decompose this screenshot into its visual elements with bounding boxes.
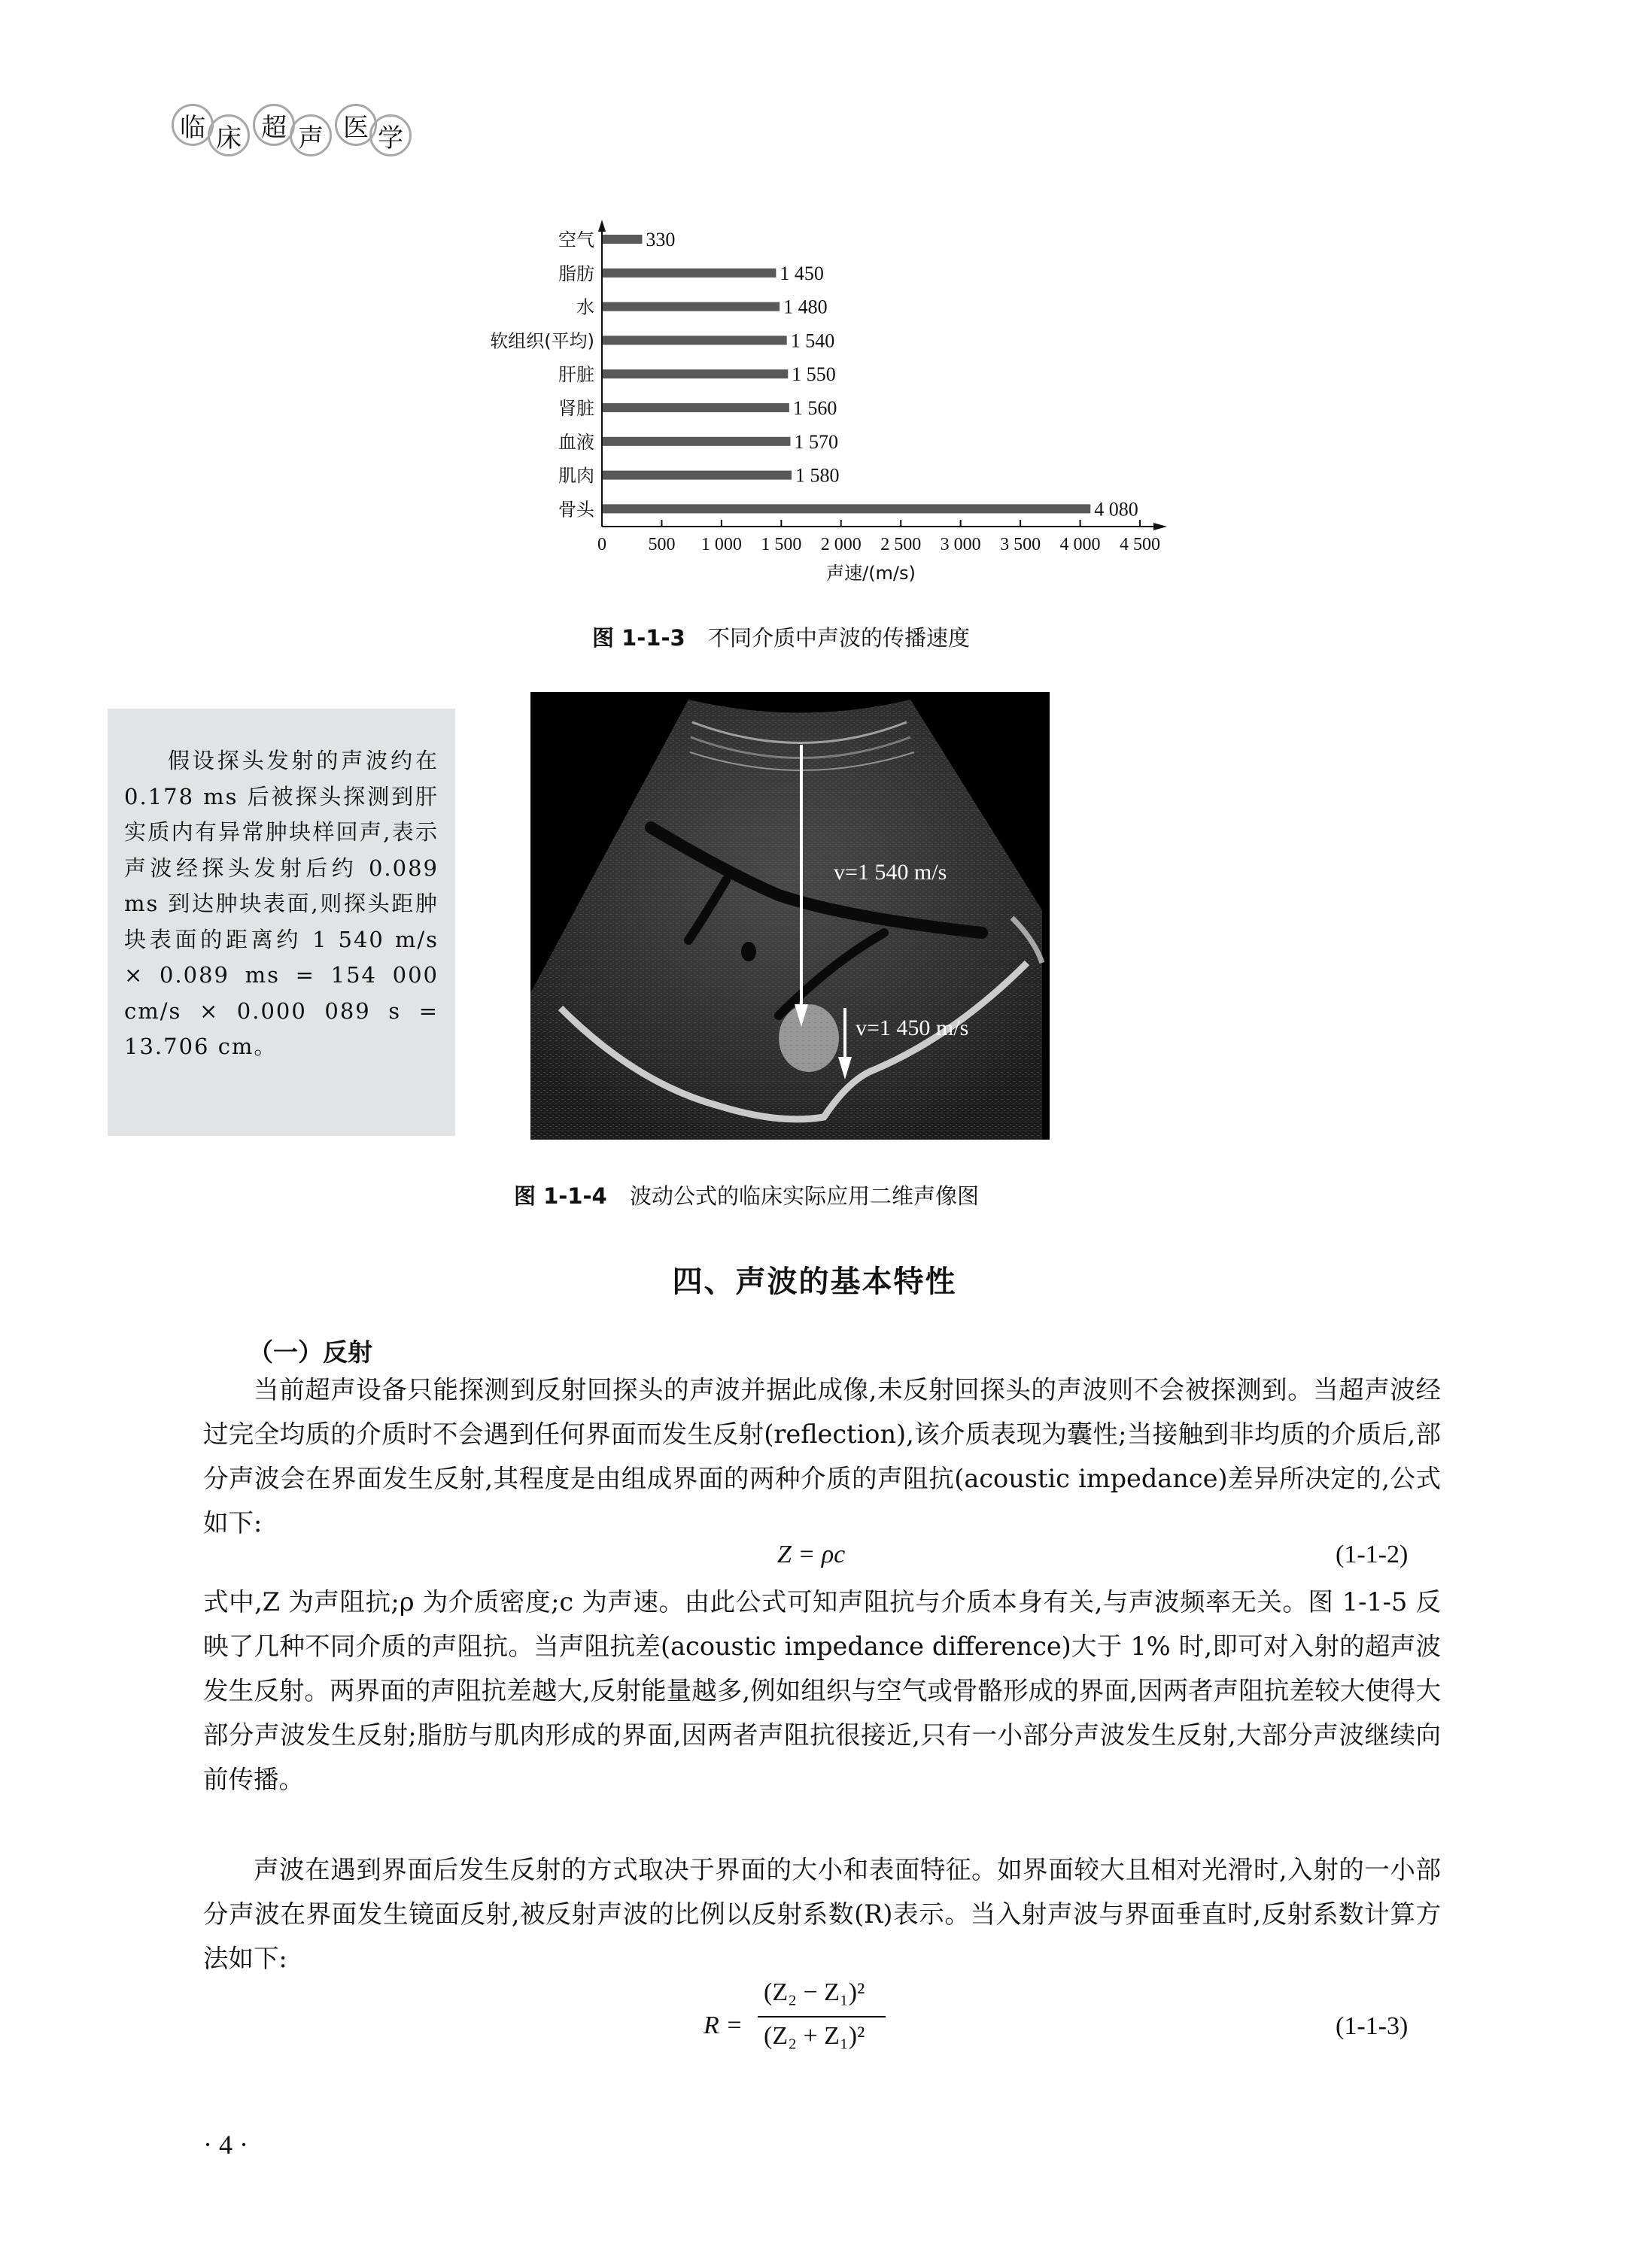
x-tick-label: 500 [648,535,676,554]
x-tick-label: 1 000 [701,535,742,554]
x-tick-label: 1 500 [761,535,802,554]
value-label: 1 450 [780,262,824,284]
category-label: 骨头 [558,499,594,521]
category-label: 血液 [558,431,594,453]
figure-1-1-4-caption [514,1180,979,1210]
logo-char: 超 [253,104,295,146]
bar [603,369,788,378]
figure-1-1-3-caption [592,621,970,652]
paragraph-3 [203,1847,1441,1981]
bar [603,235,642,244]
caption-label: 图 1-1-3 [592,625,685,651]
equation-number: (1-1-2) [1336,1541,1409,1568]
value-label: 330 [646,229,676,250]
value-label: 4 080 [1094,498,1138,521]
equation-number: (1-1-3) [1336,2012,1409,2040]
velocity-label-1450: v=1 450 m/s [856,1016,969,1040]
value-label: 1 580 [795,464,840,487]
page-number: · 4 · [203,2130,248,2160]
paragraph-text: 当前超声设备只能探测到反射回探头的声波并据此成像,未反射回探头的声波则不会被探测到。当超声波经过完全均质的介质时不会遇到任何界面而发生反射(reflection),该介质表现为囊性;当接触到非均质的介质后,部分声波会在界面发生反射,其程度是由组成界面的两种介质的声阻抗(acoustic impedance)差异所决定的,公式如下: [203,1375,1441,1538]
bar [603,269,776,278]
ultrasound-image [530,692,1050,1140]
logo-char: 声 [290,114,332,156]
caption-label: 图 1-1-4 [514,1183,607,1209]
bar [603,504,1090,513]
category-label: 肝脏 [558,364,594,386]
caption-text: 波动公式的临床实际应用二维声像图 [630,1183,980,1209]
value-label: 1 550 [792,363,836,386]
bar [603,302,780,311]
section-heading: 四、声波的基本特性 [672,1264,957,1299]
paragraph-2 [203,1580,1441,1802]
logo-char: 床 [208,114,250,156]
ultrasound-scan-graphic [530,692,1050,1140]
bar [603,335,787,345]
bar [603,403,789,412]
x-tick-label: 2 500 [880,535,922,554]
value-label: 1 480 [783,296,828,318]
x-tick-label: 4 000 [1059,535,1101,554]
category-label: 软组织(平均) [490,330,594,352]
logo-char: 临 [172,104,214,146]
formula-numerator: (Z₂ − Z₁)² [764,1978,865,2006]
velocity-label-1540: v=1 540 m/s [834,860,947,885]
bar [603,437,790,446]
paragraph-1 [203,1368,1441,1545]
paragraph-text: 声波在遇到界面后发生反射的方式取决于界面的大小和表面特征。如界面较大且相对光滑时,入射的一小部分声波在界面发生镜面反射,被反射声波的比例以反射系数(R)表示。当入射声波与界面垂直时,反射系数计算方法如下: [203,1855,1441,1973]
logo-char: 医 [335,104,377,146]
formula-lhs: R = [704,2011,743,2039]
fraction-bar [758,2016,886,2018]
category-label: 空气 [558,229,594,250]
y-axis-arrow-icon [598,220,606,232]
paragraph-text: 式中,Z 为声阻抗;ρ 为介质密度;c 为声速。由此公式可知声阻抗与介质本身有关,与声波频率无关。图 1-1-5 反映了几种不同介质的声阻抗。当声阻抗差(acoustic impedance difference)大于 1% 时,即可对入射的超声波发生反射。两界面的声阻抗差越大,反射能量越多,例如组织与空气或骨骼形成的界面,因两者声阻抗差较大使得大部分声波发生反射;脂肪与肌肉形成的界面,因两者声阻抗很接近,只有一小部分声波发生反射,大部分声波继续向前传播。 [203,1587,1441,1794]
caption-text: 不同介质中声波的传播速度 [708,625,971,651]
logo-char: 学 [369,114,412,156]
x-tick-label: 4 500 [1120,535,1160,554]
value-label: 1 540 [790,329,835,352]
formula-1-1-3 [704,1978,929,2069]
category-label: 肾脏 [558,398,594,419]
category-label: 肌肉 [558,465,594,487]
formula-1-1-2: Z = ρc [777,1541,846,1568]
subsection-heading: （一）反射 [248,1337,372,1367]
x-tick-label: 3 000 [940,535,981,554]
category-label: 脂肪 [558,263,594,284]
book-title-logo [172,104,442,164]
side-note-text: 假设探头发射的声波约在 0.178 ms 后被探头探测到肝实质内有异常肿块样回声,表示声波经探头发射后约 0.089 ms 到达肿块表面,则探头距肿块表面的距离约 1 540 m/s × 0.089 ms = 154 000 cm/s × 0.000 089 s = 13.706 cm。 [124,748,439,1059]
value-label: 1 560 [792,397,837,419]
side-note-box [108,709,455,1136]
x-axis-label: 声速/(m/s) [826,563,916,584]
bar [603,471,792,480]
value-label: 1 570 [794,430,838,453]
formula-denominator: (Z₂ + Z₁)² [764,2022,865,2050]
sound-speed-bar-chart [421,211,1219,594]
category-label: 水 [576,296,594,318]
x-tick-label: 3 500 [1000,535,1041,554]
x-tick-label: 0 [597,535,606,554]
x-axis-arrow-icon [1153,523,1167,530]
x-tick-label: 2 000 [820,535,862,554]
